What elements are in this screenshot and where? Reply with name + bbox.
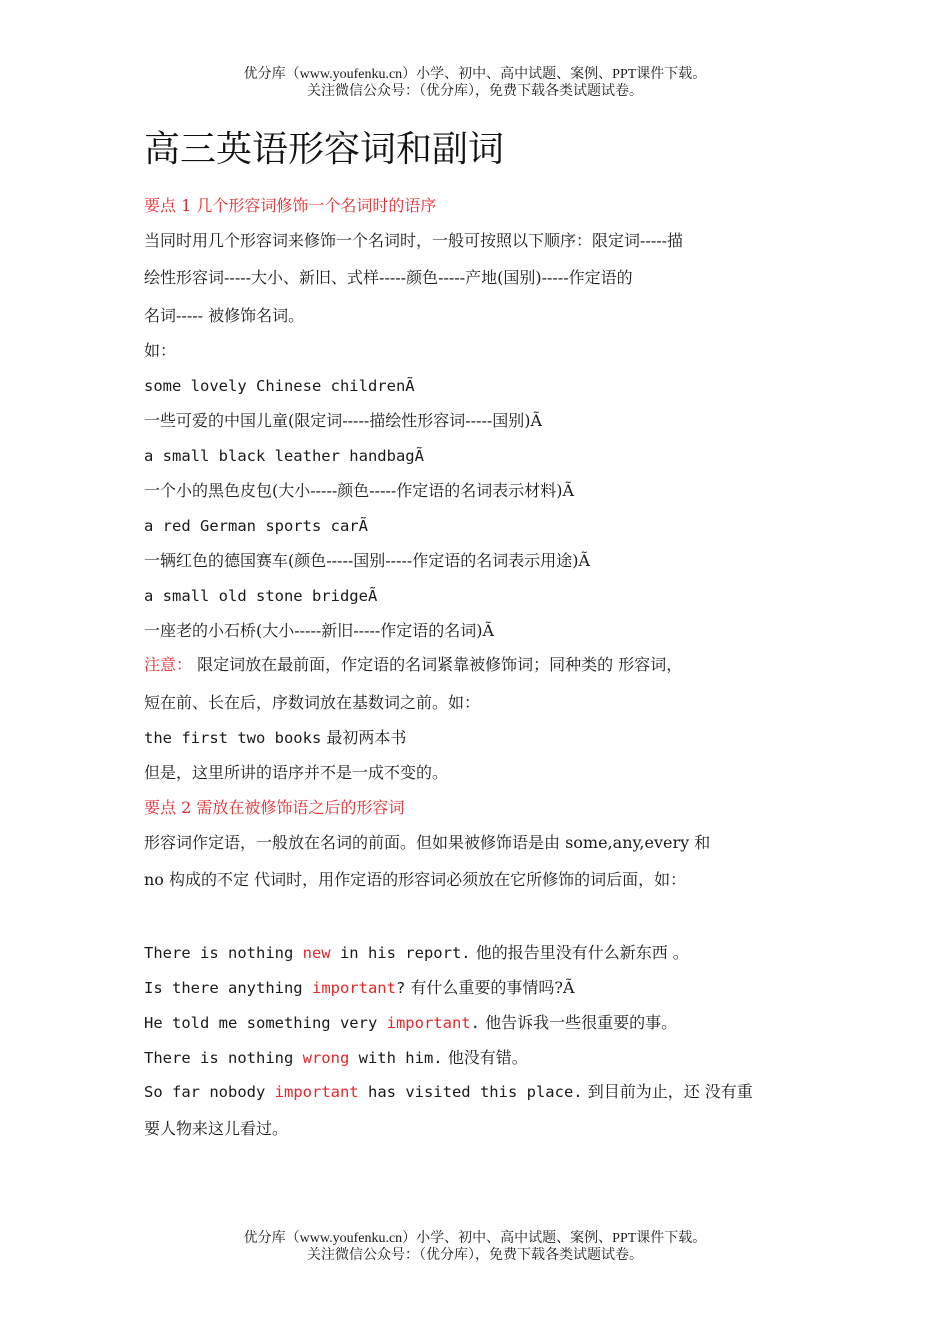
highlighted-adjective: new bbox=[302, 944, 331, 962]
section-2-heading: 要点 2 需放在被修饰语之后的形容词 bbox=[144, 798, 405, 817]
sentence-translation: 到目前为止，还 没有重 bbox=[582, 1082, 753, 1101]
page-footer bbox=[0, 1230, 950, 1264]
sentence-text: So far nobody bbox=[144, 1083, 275, 1101]
sentence-translation: 他告诉我一些很重要的事。 bbox=[479, 1013, 678, 1032]
note-line-2: 短在前、长在后，序数词放在基数词之前。如： bbox=[144, 693, 481, 712]
example-chinese: 一个小的黑色皮包(大小-----颜色-----作定语的名词表示材料)Ã bbox=[144, 481, 575, 500]
sentence-text: . bbox=[470, 1014, 480, 1032]
section-1-paragraph-line-1: 当同时用几个形容词来修饰一个名词时，一般可按照以下顺序：限定词-----描 bbox=[144, 231, 684, 250]
word-order-caveat: 但是，这里所讲的语序并不是一成不变的。 bbox=[144, 763, 449, 782]
example-sentence bbox=[144, 978, 575, 998]
example-sentence bbox=[144, 943, 689, 963]
example-english: some lovely Chinese childrenÃ bbox=[144, 377, 415, 395]
section-2-paragraph-line-2: no 构成的不定 代词时，用作定语的形容词必须放在它所修饰的词后面，如： bbox=[144, 870, 687, 889]
example-sentence bbox=[144, 1082, 753, 1102]
note-line-1 bbox=[144, 655, 682, 675]
example-chinese: 一些可爱的中国儿童(限定词-----描绘性形容词-----国别)Ã bbox=[144, 411, 543, 430]
header-line-2: 关注微信公众号：（优分库），免费下载各类试题试卷。 bbox=[307, 84, 643, 99]
example-sentence bbox=[144, 1013, 677, 1033]
sentence-text: with him. bbox=[349, 1049, 443, 1067]
sentence-translation: 他的报告里没有什么新东西 。 bbox=[470, 943, 689, 962]
highlighted-adjective: important bbox=[274, 1083, 359, 1101]
ordinal-example bbox=[144, 728, 406, 748]
footer-line-2: 关注微信公众号：（优分库），免费下载各类试题试卷。 bbox=[307, 1248, 643, 1263]
note-label: 注意： bbox=[144, 655, 193, 674]
example-english: a red German sports carÃ bbox=[144, 517, 368, 535]
footer-line-1: 优分库（www.youfenku.cn）小学、初中、高中试题、案例、PPT课件下载。 bbox=[243, 1231, 707, 1246]
sentence-text: There is nothing bbox=[144, 944, 303, 962]
section-2-paragraph-line-1: 形容词作定语，一般放在名词的前面。但如果被修饰语是由 some,any,every 和 bbox=[144, 833, 711, 852]
section-1-paragraph-line-3: 名词----- 被修饰名词。 bbox=[144, 306, 305, 325]
sentence-text: Is there anything bbox=[144, 979, 312, 997]
sentence-text: has visited this place. bbox=[358, 1083, 583, 1101]
ordinal-example-chinese: 最初两本书 bbox=[321, 728, 407, 747]
example-chinese: 一辆红色的德国赛车(颜色-----国别-----作定语的名词表示用途)Ã bbox=[144, 551, 591, 570]
sentence-translation: 有什么重要的事情吗?Ã bbox=[405, 978, 575, 997]
example-chinese: 一座老的小石桥(大小-----新旧-----作定语的名词)Ã bbox=[144, 621, 495, 640]
section-1-paragraph-line-2: 绘性形容词-----大小、新旧、式样-----颜色-----产地(国别)-----作定语的 bbox=[144, 268, 633, 287]
sentence-text: He told me something very bbox=[144, 1014, 387, 1032]
note-text: 限定词放在最前面，作定语的名词紧靠被修饰词；同种类的 形容词， bbox=[192, 655, 683, 674]
sentence-text: ? bbox=[395, 979, 406, 997]
sentence-text: There is nothing bbox=[144, 1049, 303, 1067]
page-title: 高三英语形容词和副词 bbox=[144, 129, 505, 170]
highlighted-adjective: wrong bbox=[302, 1049, 350, 1067]
example-sentence bbox=[144, 1048, 528, 1068]
highlighted-adjective: important bbox=[311, 979, 396, 997]
page-header bbox=[0, 66, 950, 100]
example-intro: 如： bbox=[144, 341, 177, 360]
section-1-heading: 要点 1 几个形容词修饰一个名词时的语序 bbox=[144, 196, 437, 215]
example-english: a small old stone bridgeÃ bbox=[144, 587, 378, 605]
highlighted-adjective: important bbox=[386, 1014, 471, 1032]
header-line-1: 优分库（www.youfenku.cn）小学、初中、高中试题、案例、PPT课件下载。 bbox=[243, 67, 707, 82]
sentence-text: in his report. bbox=[330, 944, 471, 962]
example-english: a small black leather handbagÃ bbox=[144, 447, 424, 465]
example-sentence-continuation: 要人物来这儿看过。 bbox=[144, 1119, 289, 1138]
ordinal-example-english: the first two books bbox=[144, 729, 322, 747]
sentence-translation: 他没有错。 bbox=[442, 1048, 528, 1067]
